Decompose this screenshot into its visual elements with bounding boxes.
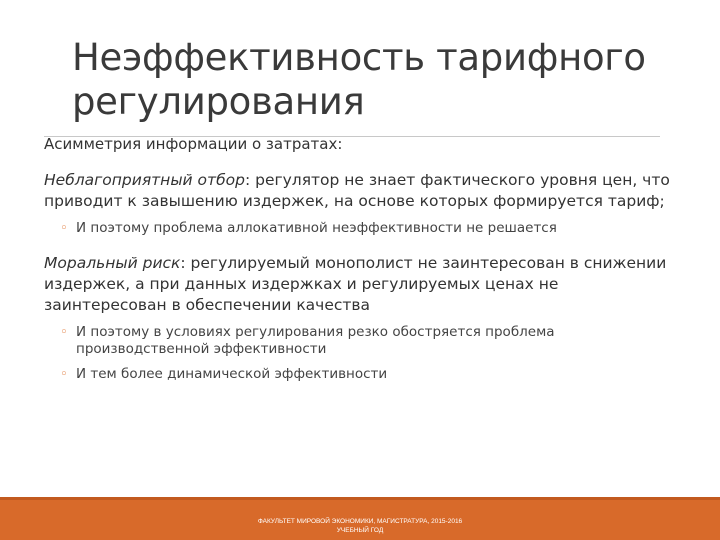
slide-title-line2: регулирования: [72, 80, 365, 123]
bullet-icon: ◦: [60, 221, 68, 236]
slide-title-line1: Неэффективность тарифного: [72, 36, 646, 79]
sub-bullet-item: [54, 324, 674, 358]
term-moral-hazard: Моральный риск: [44, 254, 181, 272]
paragraph-adverse-selection: [44, 170, 674, 212]
paragraph-adverse-selection-text: : регулятор не знает фактического уровня цен, что приводит к завышению издержек, на основе которых формируется тариф;: [44, 171, 670, 210]
term-adverse-selection: Неблагоприятный отбор: [44, 171, 245, 189]
sub-bullet-item: [54, 220, 674, 237]
slide-title: [72, 36, 672, 124]
footer-text: [220, 517, 500, 535]
sub-bullet-text: И поэтому проблема аллокативной неэффективности не решается: [76, 220, 557, 236]
intro-text: Асимметрия информации о затратах:: [44, 135, 343, 153]
paragraph-moral-hazard: [44, 253, 674, 316]
bullet-icon: ◦: [60, 325, 68, 340]
footer-line2: УЧЕБНЫЙ ГОД: [336, 527, 384, 534]
footer-line1: ФАКУЛЬТЕТ МИРОВОЙ ЭКОНОМИКИ, МАГИСТРАТУРА, 2015-2016: [257, 518, 463, 525]
sub-bullet-text: И тем более динамической эффективности: [76, 366, 388, 382]
paragraph-moral-hazard-text: : регулируемый монополист не заинтересован в снижении издержек, а при данных издержках и регулируемых ценах не заинтересован в обеспечении качества: [44, 254, 667, 314]
bullet-icon: ◦: [60, 367, 68, 382]
slide-body: [44, 134, 674, 383]
sub-bullet-text: И поэтому в условиях регулирования резко обостряется проблема производственной эффективности: [76, 324, 555, 357]
footer-accent-line: [0, 497, 720, 500]
sub-bullet-item: [54, 366, 674, 383]
